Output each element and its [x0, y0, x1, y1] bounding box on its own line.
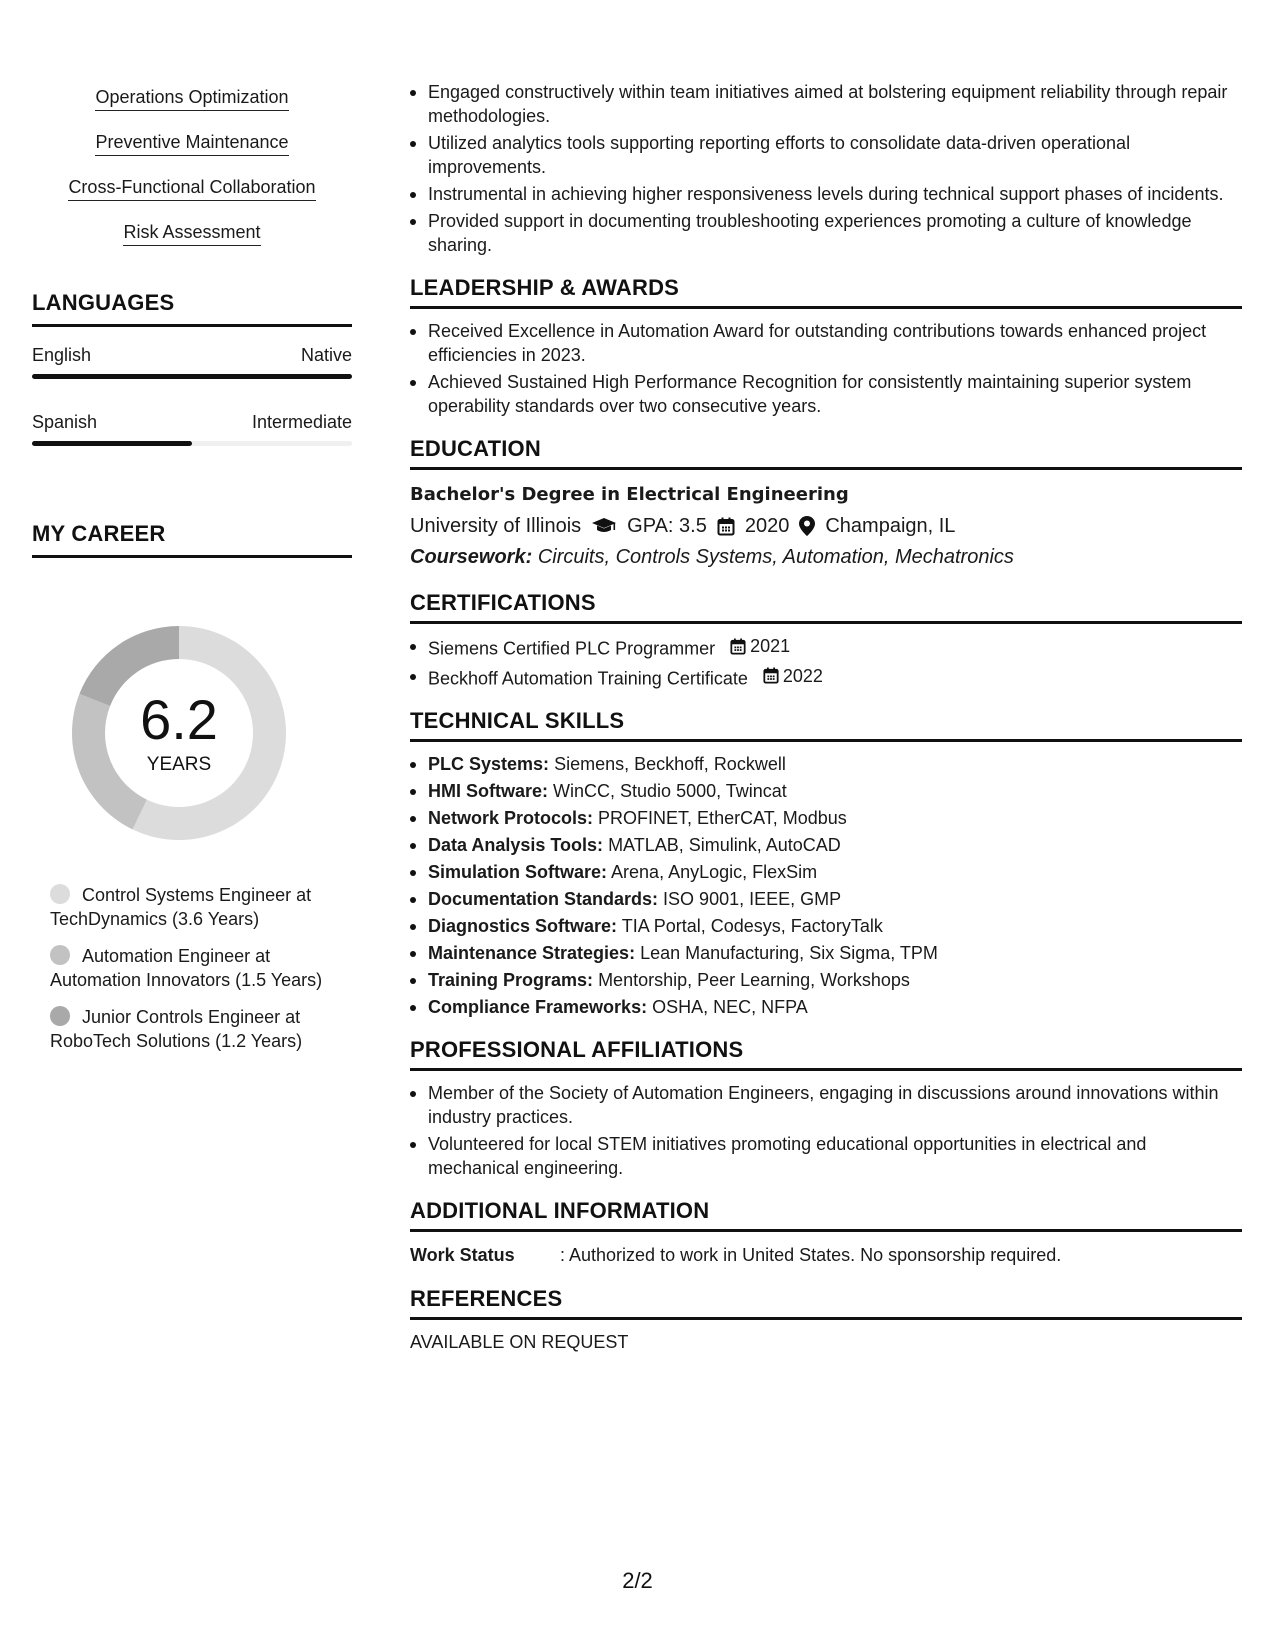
certification-item	[410, 664, 1242, 691]
skill-tag	[32, 221, 352, 266]
affiliation-item: Member of the Society of Automation Engineers, engaging in discussions around innovations within industry practices.	[410, 1081, 1242, 1129]
education-location: Champaign, IL	[825, 515, 956, 537]
technical-skill-item	[410, 995, 1242, 1019]
skill-category: Network Protocols:	[428, 808, 594, 828]
experience-bullet: Utilized analytics tools supporting reporting efforts to consolidate data-driven operational improvements.	[410, 131, 1242, 179]
legend-dot-icon	[50, 945, 70, 965]
technical-skill-item	[410, 887, 1242, 911]
skill-tag	[32, 176, 352, 221]
career-legend-item	[50, 944, 330, 992]
language-bar-fill	[32, 441, 192, 446]
legend-dot-icon	[50, 1006, 70, 1026]
skill-category: Training Programs:	[428, 970, 594, 990]
certifications-heading: CERTIFICATIONS	[410, 590, 1242, 624]
skill-category: Data Analysis Tools:	[428, 835, 604, 855]
language-name: English	[32, 345, 92, 365]
calendar-icon	[730, 638, 746, 655]
certifications-list	[410, 634, 1242, 690]
experience-bullet: Provided support in documenting troubleshooting experiences promoting a culture of knowledge sharing.	[410, 209, 1242, 257]
language-level: Native	[300, 345, 352, 365]
skill-values: PROFINET, EtherCAT, Modbus	[598, 808, 847, 828]
skill-tag-label: Operations Optimization	[95, 87, 288, 111]
language-row-english	[32, 345, 352, 366]
experience-bullets	[410, 80, 1242, 257]
work-status-label: Work Status	[410, 1245, 515, 1265]
skill-tag-label: Cross-Functional Collaboration	[68, 177, 315, 201]
technical-skill-item	[410, 914, 1242, 938]
certification-year: 2022	[782, 665, 823, 686]
career-total-unit: YEARS	[146, 754, 212, 775]
skill-category: Compliance Frameworks:	[428, 997, 648, 1017]
certification-date	[763, 664, 823, 688]
language-name: Spanish	[32, 412, 98, 432]
experience-bullet: Instrumental in achieving higher responsiveness levels during technical support phases of incidents.	[410, 182, 1242, 206]
technical-skill-item	[410, 806, 1242, 830]
legend-dot-icon	[50, 884, 70, 904]
education-heading: EDUCATION	[410, 436, 1242, 470]
additional-info-heading: ADDITIONAL INFORMATION	[410, 1198, 1242, 1232]
calendar-icon	[717, 517, 735, 536]
experience-bullet: Engaged constructively within team initiatives aimed at bolstering equipment reliability through repair methodologies.	[410, 80, 1242, 128]
technical-skill-item	[410, 779, 1242, 803]
certification-date	[730, 634, 790, 658]
skill-values: MATLAB, Simulink, AutoCAD	[608, 835, 841, 855]
language-level: Intermediate	[251, 412, 352, 432]
technical-skill-item	[410, 941, 1242, 965]
skill-values: OSHA, NEC, NFPA	[652, 997, 808, 1017]
graduation-cap-icon	[591, 517, 617, 535]
leadership-item: Achieved Sustained High Performance Recognition for consistently maintaining superior system operability standards over two consecutive years.	[410, 370, 1242, 418]
technical-skill-item	[410, 860, 1242, 884]
leadership-item: Received Excellence in Automation Award for outstanding contributions towards enhanced project efficiencies in 2023.	[410, 319, 1242, 367]
technical-skill-item	[410, 833, 1242, 857]
skill-category: HMI Software:	[428, 781, 549, 801]
education-details	[410, 510, 1242, 542]
affiliations-heading: PROFESSIONAL AFFILIATIONS	[410, 1037, 1242, 1071]
languages-heading: LANGUAGES	[32, 290, 352, 327]
education-gpa: GPA: 3.5	[627, 515, 707, 537]
skill-category: Documentation Standards:	[428, 889, 659, 909]
language-row-spanish	[32, 412, 352, 433]
career-legend-label: Automation Engineer at Automation Innovators (1.5 Years)	[50, 946, 323, 990]
work-status-row	[410, 1242, 1242, 1268]
career-total-years: 6.2	[140, 688, 218, 751]
language-bar-fill	[32, 374, 352, 379]
skill-tag	[32, 131, 352, 176]
skill-category: Diagnostics Software:	[428, 916, 618, 936]
language-bar-english	[32, 374, 352, 379]
technical-skills-list	[410, 752, 1242, 1019]
skill-tag-label: Risk Assessment	[123, 222, 260, 246]
coursework-label: Coursework:	[410, 546, 533, 568]
affiliations-list	[410, 1081, 1242, 1180]
skill-values: Lean Manufacturing, Six Sigma, TPM	[640, 943, 938, 963]
certification-name: Siemens Certified PLC Programmer	[428, 638, 716, 659]
skill-category: Simulation Software:	[428, 862, 608, 882]
leadership-list	[410, 319, 1242, 418]
skill-values: Arena, AnyLogic, FlexSim	[611, 862, 818, 882]
coursework-list: Circuits, Controls Systems, Automation, Mechatronics	[537, 546, 1014, 568]
main-content	[410, 80, 1242, 1354]
references-heading: REFERENCES	[410, 1286, 1242, 1320]
calendar-icon	[763, 667, 779, 684]
education-school: University of Illinois	[410, 515, 582, 537]
education-degree: Bachelor's Degree in Electrical Engineering	[410, 484, 849, 505]
skill-values: Mentorship, Peer Learning, Workshops	[598, 970, 910, 990]
skill-tag-label: Preventive Maintenance	[95, 132, 288, 156]
career-legend	[50, 883, 330, 1066]
career-legend-label: Junior Controls Engineer at RoboTech Solutions (1.2 Years)	[50, 1007, 303, 1051]
references-text: AVAILABLE ON REQUEST	[410, 1332, 629, 1352]
certification-year: 2021	[750, 636, 791, 656]
education-year: 2020	[744, 515, 790, 537]
page-number: 2/2	[622, 1568, 653, 1593]
work-status-value: : Authorized to work in United States. No sponsorship required.	[560, 1245, 1062, 1265]
skill-values: ISO 9001, IEEE, GMP	[663, 889, 842, 909]
skill-values: WinCC, Studio 5000, Twincat	[553, 781, 787, 801]
career-legend-item	[50, 883, 330, 931]
skill-tags	[32, 86, 352, 266]
skill-values: TIA Portal, Codesys, FactoryTalk	[621, 916, 883, 936]
technical-skill-item	[410, 752, 1242, 776]
skill-values: Siemens, Beckhoff, Rockwell	[554, 754, 786, 774]
map-pin-icon	[799, 516, 815, 536]
skill-tag	[32, 86, 352, 131]
language-bar-spanish	[32, 441, 352, 446]
certification-item	[410, 634, 1242, 661]
career-legend-label: Control Systems Engineer at TechDynamics (3.6 Years)	[50, 885, 312, 929]
technical-skill-item	[410, 968, 1242, 992]
education-coursework	[410, 542, 1242, 572]
affiliation-item: Volunteered for local STEM initiatives promoting educational opportunities in electrical and mechanical engineering.	[410, 1132, 1242, 1180]
career-legend-item	[50, 1005, 330, 1053]
career-heading: MY CAREER	[32, 521, 352, 558]
skill-category: PLC Systems:	[428, 754, 550, 774]
certification-name: Beckhoff Automation Training Certificate	[428, 668, 748, 688]
leadership-heading: LEADERSHIP & AWARDS	[410, 275, 1242, 309]
technical-skills-heading: TECHNICAL SKILLS	[410, 708, 1242, 742]
skill-category: Maintenance Strategies:	[428, 943, 636, 963]
